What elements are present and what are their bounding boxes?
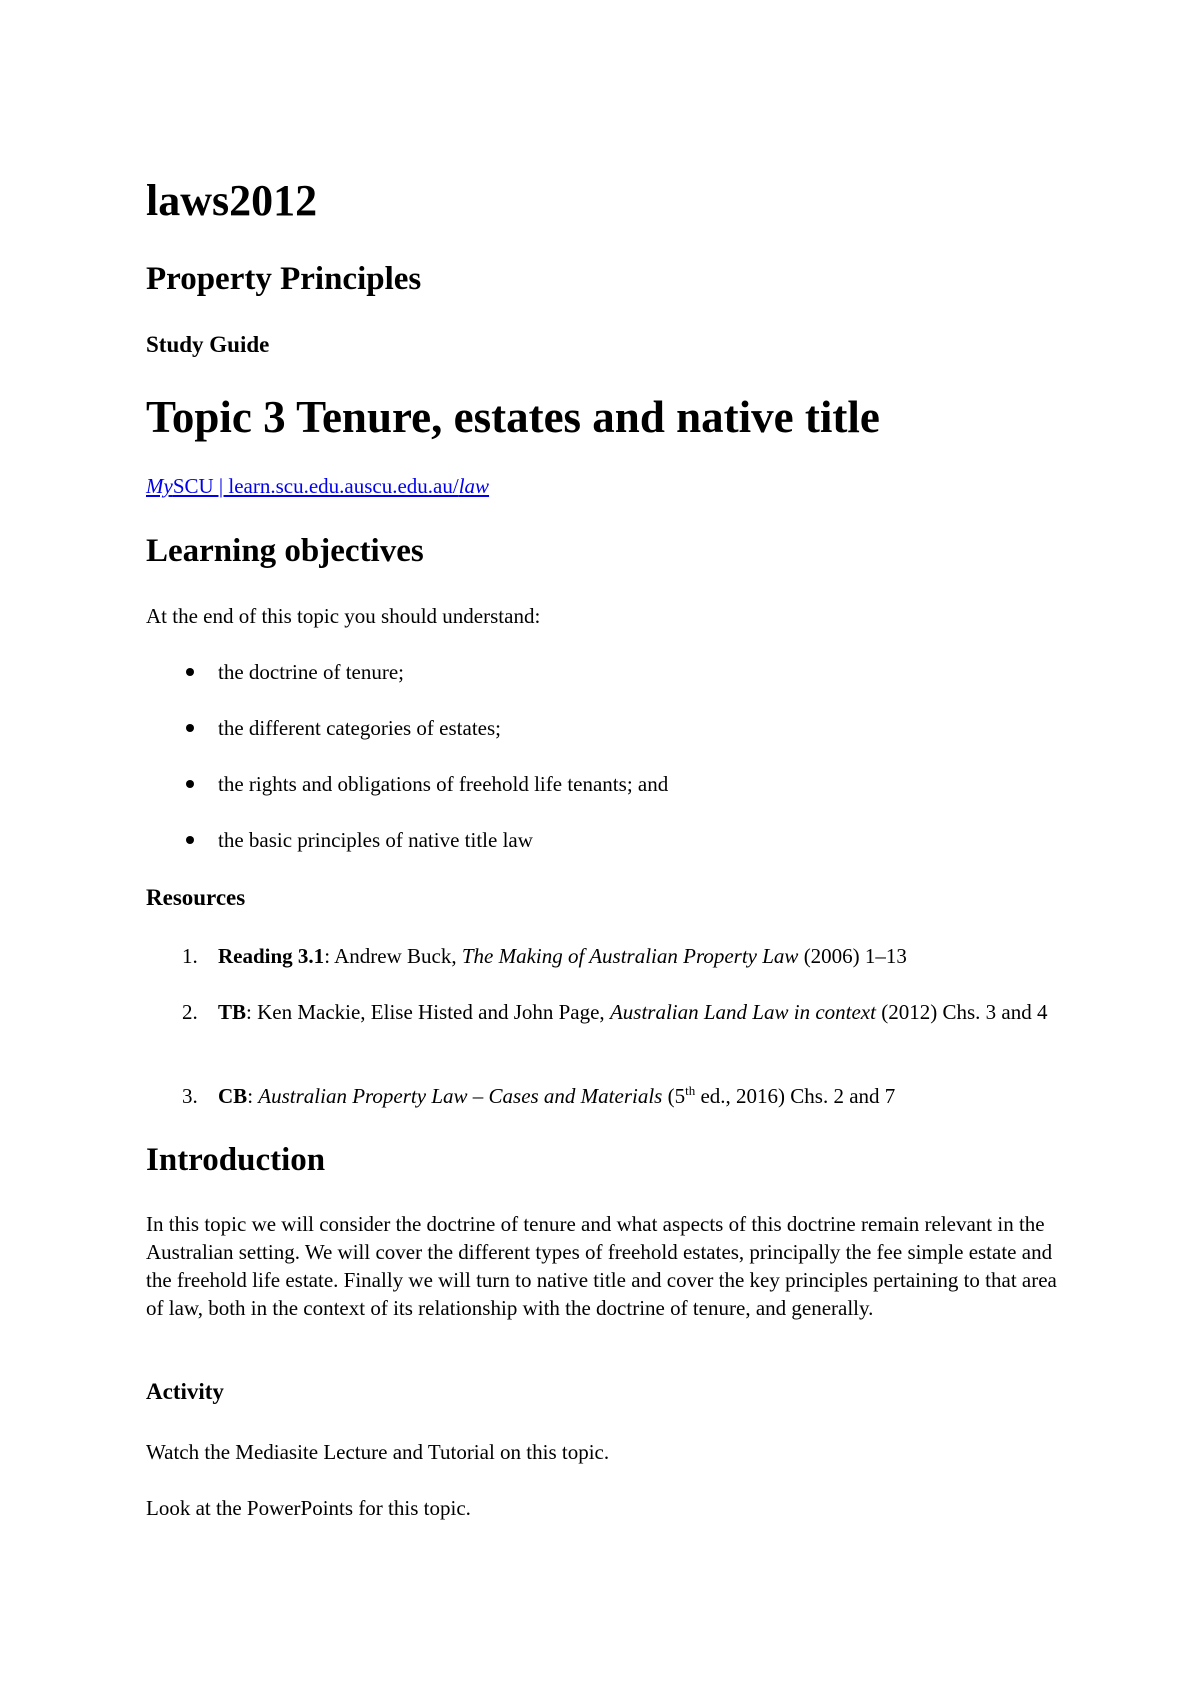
learning-intro: At the end of this topic you should understand: xyxy=(146,604,541,628)
resource-label: TB xyxy=(218,1000,247,1024)
resources-heading: Resources xyxy=(146,885,246,910)
resource-number: 2. xyxy=(182,1000,198,1024)
resource-number: 1. xyxy=(182,944,198,968)
resource-details-end: ed., 2016) Chs. 2 and 7 xyxy=(695,1084,896,1108)
resource-author: : Ken Mackie, Elise Histed and John Page, xyxy=(246,1000,610,1024)
resource-details: (2012) Chs. 3 and 4 xyxy=(875,1000,1048,1024)
link-part-my: My xyxy=(146,474,173,498)
unit-name: Property Principles xyxy=(146,261,422,297)
bullet-icon xyxy=(186,780,194,788)
introduction-body: In this topic we will consider the doctrine of tenure and what aspects of this doctrine remain relevant in the Australian setting. We will cover the different types of freehold estates, principally the fee simple estate and the freehold life estate. Finally we will turn to native title and cover the key principles pertaining to that area of law, both in the context of its relationship with the doctrine of tenure, and generally. xyxy=(146,1212,1057,1320)
resource-details: (2006) 1–13 xyxy=(798,944,907,968)
resource-label: Reading 3.1 xyxy=(218,944,325,968)
activity-line-2: Look at the PowerPoints for this topic. xyxy=(146,1496,471,1520)
resource-label: CB xyxy=(218,1084,248,1108)
resource-title: Australian Land Law in context xyxy=(609,1000,876,1024)
link-part-law: law xyxy=(458,474,490,498)
list-item-text: the doctrine of tenure; xyxy=(218,660,405,684)
resource-number: 3. xyxy=(182,1084,198,1108)
resource-text xyxy=(218,942,1078,970)
bullet-icon xyxy=(186,668,194,676)
course-code: laws2012 xyxy=(146,176,318,225)
bullet-icon xyxy=(186,836,194,844)
resource-title: Australian Property Law – Cases and Materials xyxy=(258,1084,663,1108)
resource-details: (5 xyxy=(662,1084,686,1108)
resource-text xyxy=(218,998,1078,1026)
guide-label: Study Guide xyxy=(146,332,270,357)
list-item-text: the different categories of estates; xyxy=(218,716,501,740)
topic-title: Topic 3 Tenure, estates and native title xyxy=(146,392,880,442)
bullet-icon xyxy=(186,724,194,732)
resource-title: The Making of Australian Property Law xyxy=(461,944,799,968)
introduction-heading: Introduction xyxy=(146,1142,326,1178)
learning-objectives-heading: Learning objectives xyxy=(146,533,424,569)
resource-text xyxy=(218,1082,1078,1110)
resource-author: : Andrew Buck, xyxy=(324,944,462,968)
list-item-text: the basic principles of native title law xyxy=(218,828,533,852)
list-item-text: the rights and obligations of freehold life tenants; and xyxy=(218,772,669,796)
activity-heading: Activity xyxy=(146,1379,224,1404)
link-part-main: SCU | learn.scu.edu.auscu.edu.au/ xyxy=(172,474,459,498)
resource-author: : xyxy=(247,1084,259,1108)
resource-edition-suffix: th xyxy=(685,1083,696,1098)
activity-line-1: Watch the Mediasite Lecture and Tutorial on this topic. xyxy=(146,1440,610,1464)
course-link[interactable] xyxy=(146,474,489,499)
